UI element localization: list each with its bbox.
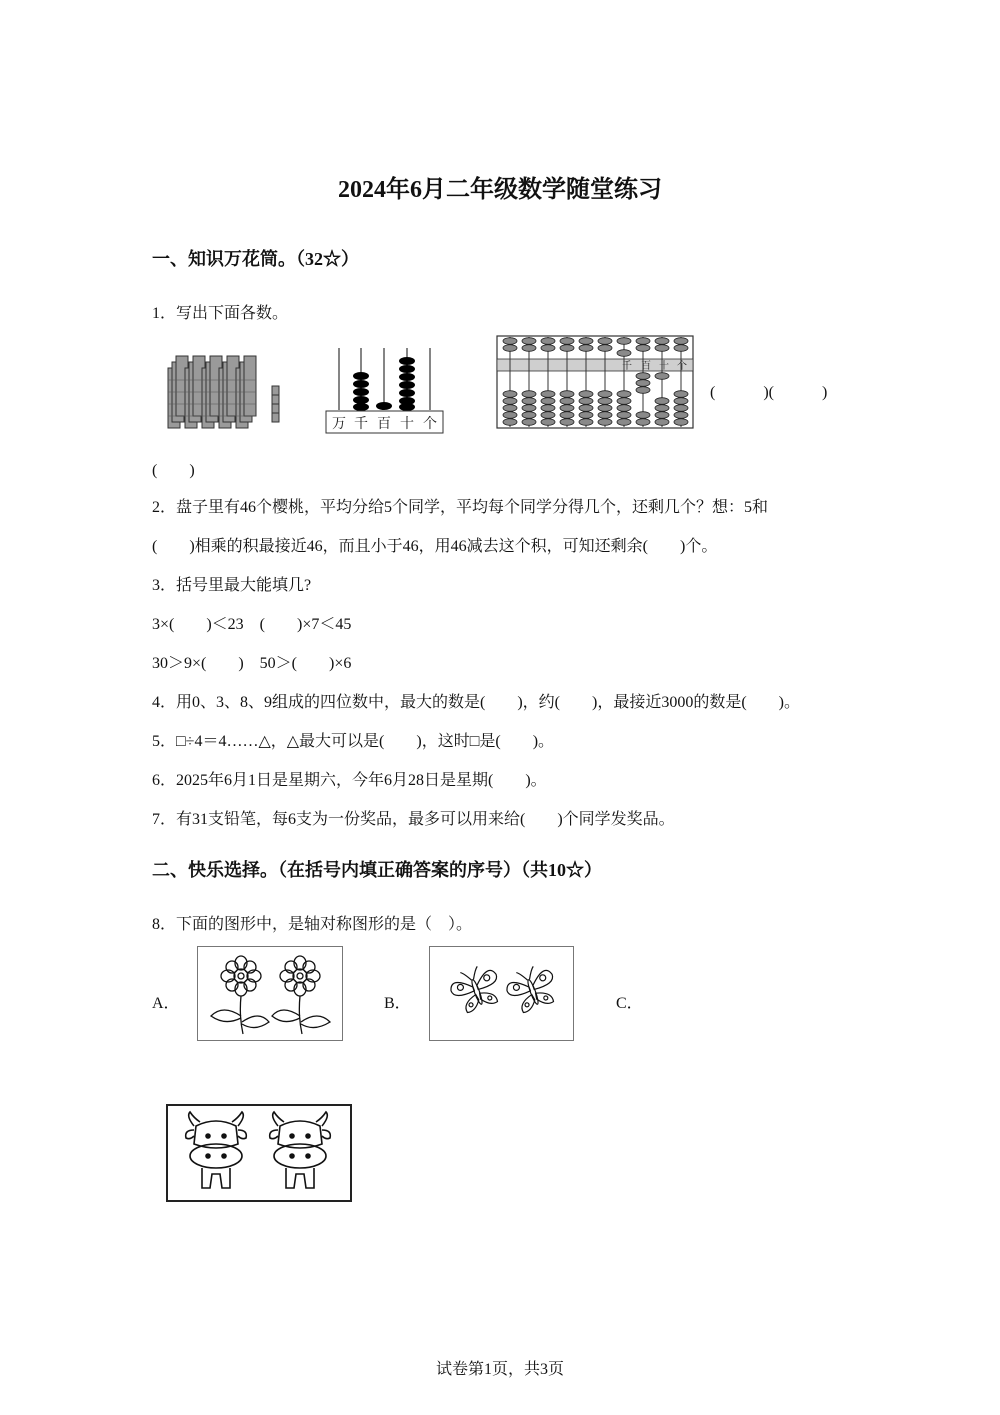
- abacus-bead: [503, 338, 517, 345]
- abacus-bead: [655, 412, 669, 419]
- abacus-bead: [579, 419, 593, 426]
- section-2-heading: 二、快乐选择。（在括号内填正确答案的序号）（共10☆）: [152, 860, 602, 880]
- abacus-label-ge: 个: [423, 416, 437, 432]
- abacus-bead: [598, 338, 612, 345]
- option-c-label: C．: [616, 995, 643, 1012]
- abacus-label-wan: 万: [332, 416, 346, 432]
- abacus-bead: [617, 419, 631, 426]
- abacus-bead: [579, 412, 593, 419]
- abacus-bead: [541, 338, 555, 345]
- question-3-line-2: 30＞9×( ) 50＞( )×6: [152, 655, 352, 672]
- flowers-image: [197, 946, 344, 1042]
- abacus-label-shi: 十: [400, 416, 414, 432]
- abacus-bead: [522, 391, 536, 398]
- abacus-bead: [560, 391, 574, 398]
- abacus-bead: [560, 345, 574, 352]
- option-a-label: A．: [152, 995, 180, 1012]
- question-3: 3．括号里最大能填几?: [152, 577, 312, 594]
- abacus-bead: [522, 398, 536, 405]
- abacus-bead: [541, 391, 555, 398]
- abacus-bead: [503, 405, 517, 412]
- abacus-bead: [579, 405, 593, 412]
- abacus-bead: [560, 405, 574, 412]
- abacus-bead: [579, 391, 593, 398]
- abacus-bead: [655, 373, 669, 380]
- abacus-bead: [655, 419, 669, 426]
- question-1-answer-blank-left: ( ): [152, 462, 195, 479]
- abacus-bead: [655, 338, 669, 345]
- abacus-label-qian: 千: [354, 416, 368, 432]
- abacus-bead: [541, 412, 555, 419]
- abacus-bead: [636, 338, 650, 345]
- bead-abacus-label-shi: 十: [659, 361, 669, 372]
- bead-abacus-image: [496, 335, 694, 429]
- abacus-bead: [636, 419, 650, 426]
- page-title: 2024年6月二年级数学随堂练习: [338, 177, 662, 203]
- abacus-bead: [522, 412, 536, 419]
- question-8: 8．下面的图形中，是轴对称图形的是（ ）。: [152, 916, 473, 933]
- abacus-bead: [598, 391, 612, 398]
- abacus-bead: [598, 412, 612, 419]
- abacus-bead: [674, 398, 688, 405]
- abacus-bead: [655, 398, 669, 405]
- abacus-bead: [560, 398, 574, 405]
- bead-abacus-label-bai: 百: [641, 361, 651, 372]
- question-6: 6．2025年6月1日是星期六，今年6月28日是星期( )。: [152, 772, 547, 789]
- abacus-bead: [522, 405, 536, 412]
- abacus-bead: [636, 380, 650, 387]
- abacus-bead: [503, 419, 517, 426]
- abacus-bead: [617, 338, 631, 345]
- butterflies-image: [429, 946, 575, 1042]
- abacus-bead: [579, 345, 593, 352]
- abacus-bead: [674, 345, 688, 352]
- abacus-bead: [522, 419, 536, 426]
- abacus-bead: [503, 345, 517, 352]
- abacus-bead: [655, 345, 669, 352]
- abacus-bead: [617, 391, 631, 398]
- small-abacus-image: [323, 344, 447, 436]
- abacus-label-bai: 百: [377, 416, 391, 432]
- abacus-bead: [541, 419, 555, 426]
- abacus-bead: [674, 391, 688, 398]
- abacus-bead: [598, 419, 612, 426]
- abacus-bead: [579, 398, 593, 405]
- abacus-bead: [503, 391, 517, 398]
- bead-abacus-label-ge: 个: [677, 361, 687, 372]
- option-b-label: B．: [384, 995, 411, 1012]
- question-1-answer-blanks-right: ( )( ): [710, 384, 828, 401]
- question-3-line-1: 3×( )＜23 ( )×7＜45: [152, 616, 352, 633]
- abacus-bead: [598, 345, 612, 352]
- abacus-bead: [674, 405, 688, 412]
- abacus-bead: [636, 387, 650, 394]
- question-1: 1．写出下面各数。: [152, 305, 289, 322]
- abacus-bead: [674, 338, 688, 345]
- abacus-bead: [617, 398, 631, 405]
- abacus-bead: [503, 398, 517, 405]
- abacus-bead: [674, 419, 688, 426]
- bead-abacus-label-qian: 千: [622, 361, 632, 372]
- question-5: 5．□÷4＝4……△，△最大可以是( )，这时□是( )。: [152, 733, 555, 750]
- abacus-bead: [522, 338, 536, 345]
- section-1-heading: 一、知识万花筒。（32☆）: [152, 249, 359, 269]
- abacus-bead: [541, 405, 555, 412]
- question-7: 7．有31支铅笔，每6支为一份奖品，最多可以用来给( )个同学发奖品。: [152, 811, 675, 828]
- abacus-bead: [598, 398, 612, 405]
- abacus-bead: [655, 405, 669, 412]
- abacus-bead: [522, 345, 536, 352]
- question-2-line-2: ( )相乘的积最接近46，而且小于46，用46减去这个积，可知还剩余( )个。: [152, 538, 718, 555]
- page-footer: 试卷第1页，共3页: [435, 1361, 564, 1378]
- abacus-bead: [560, 412, 574, 419]
- abacus-bead: [617, 350, 631, 357]
- abacus-bead: [636, 412, 650, 419]
- cows-image: [166, 1104, 354, 1204]
- abacus-bead: [541, 345, 555, 352]
- abacus-bead: [617, 405, 631, 412]
- place-value-blocks-image: [164, 350, 284, 430]
- abacus-bead: [503, 412, 517, 419]
- question-2-line-1: 2．盘子里有46个樱桃，平均分给5个同学，平均每个同学分得几个，还剩几个？想：5和: [152, 499, 769, 516]
- abacus-bead: [579, 338, 593, 345]
- question-4: 4．用0、3、8、9组成的四位数中，最大的数是( )，约( )，最接近3000的数是( )。: [152, 694, 800, 711]
- abacus-bead: [617, 412, 631, 419]
- abacus-bead: [674, 412, 688, 419]
- abacus-bead: [541, 398, 555, 405]
- abacus-bead: [636, 373, 650, 380]
- abacus-bead: [560, 419, 574, 426]
- abacus-bead: [598, 405, 612, 412]
- abacus-bead: [560, 338, 574, 345]
- abacus-bead: [636, 345, 650, 352]
